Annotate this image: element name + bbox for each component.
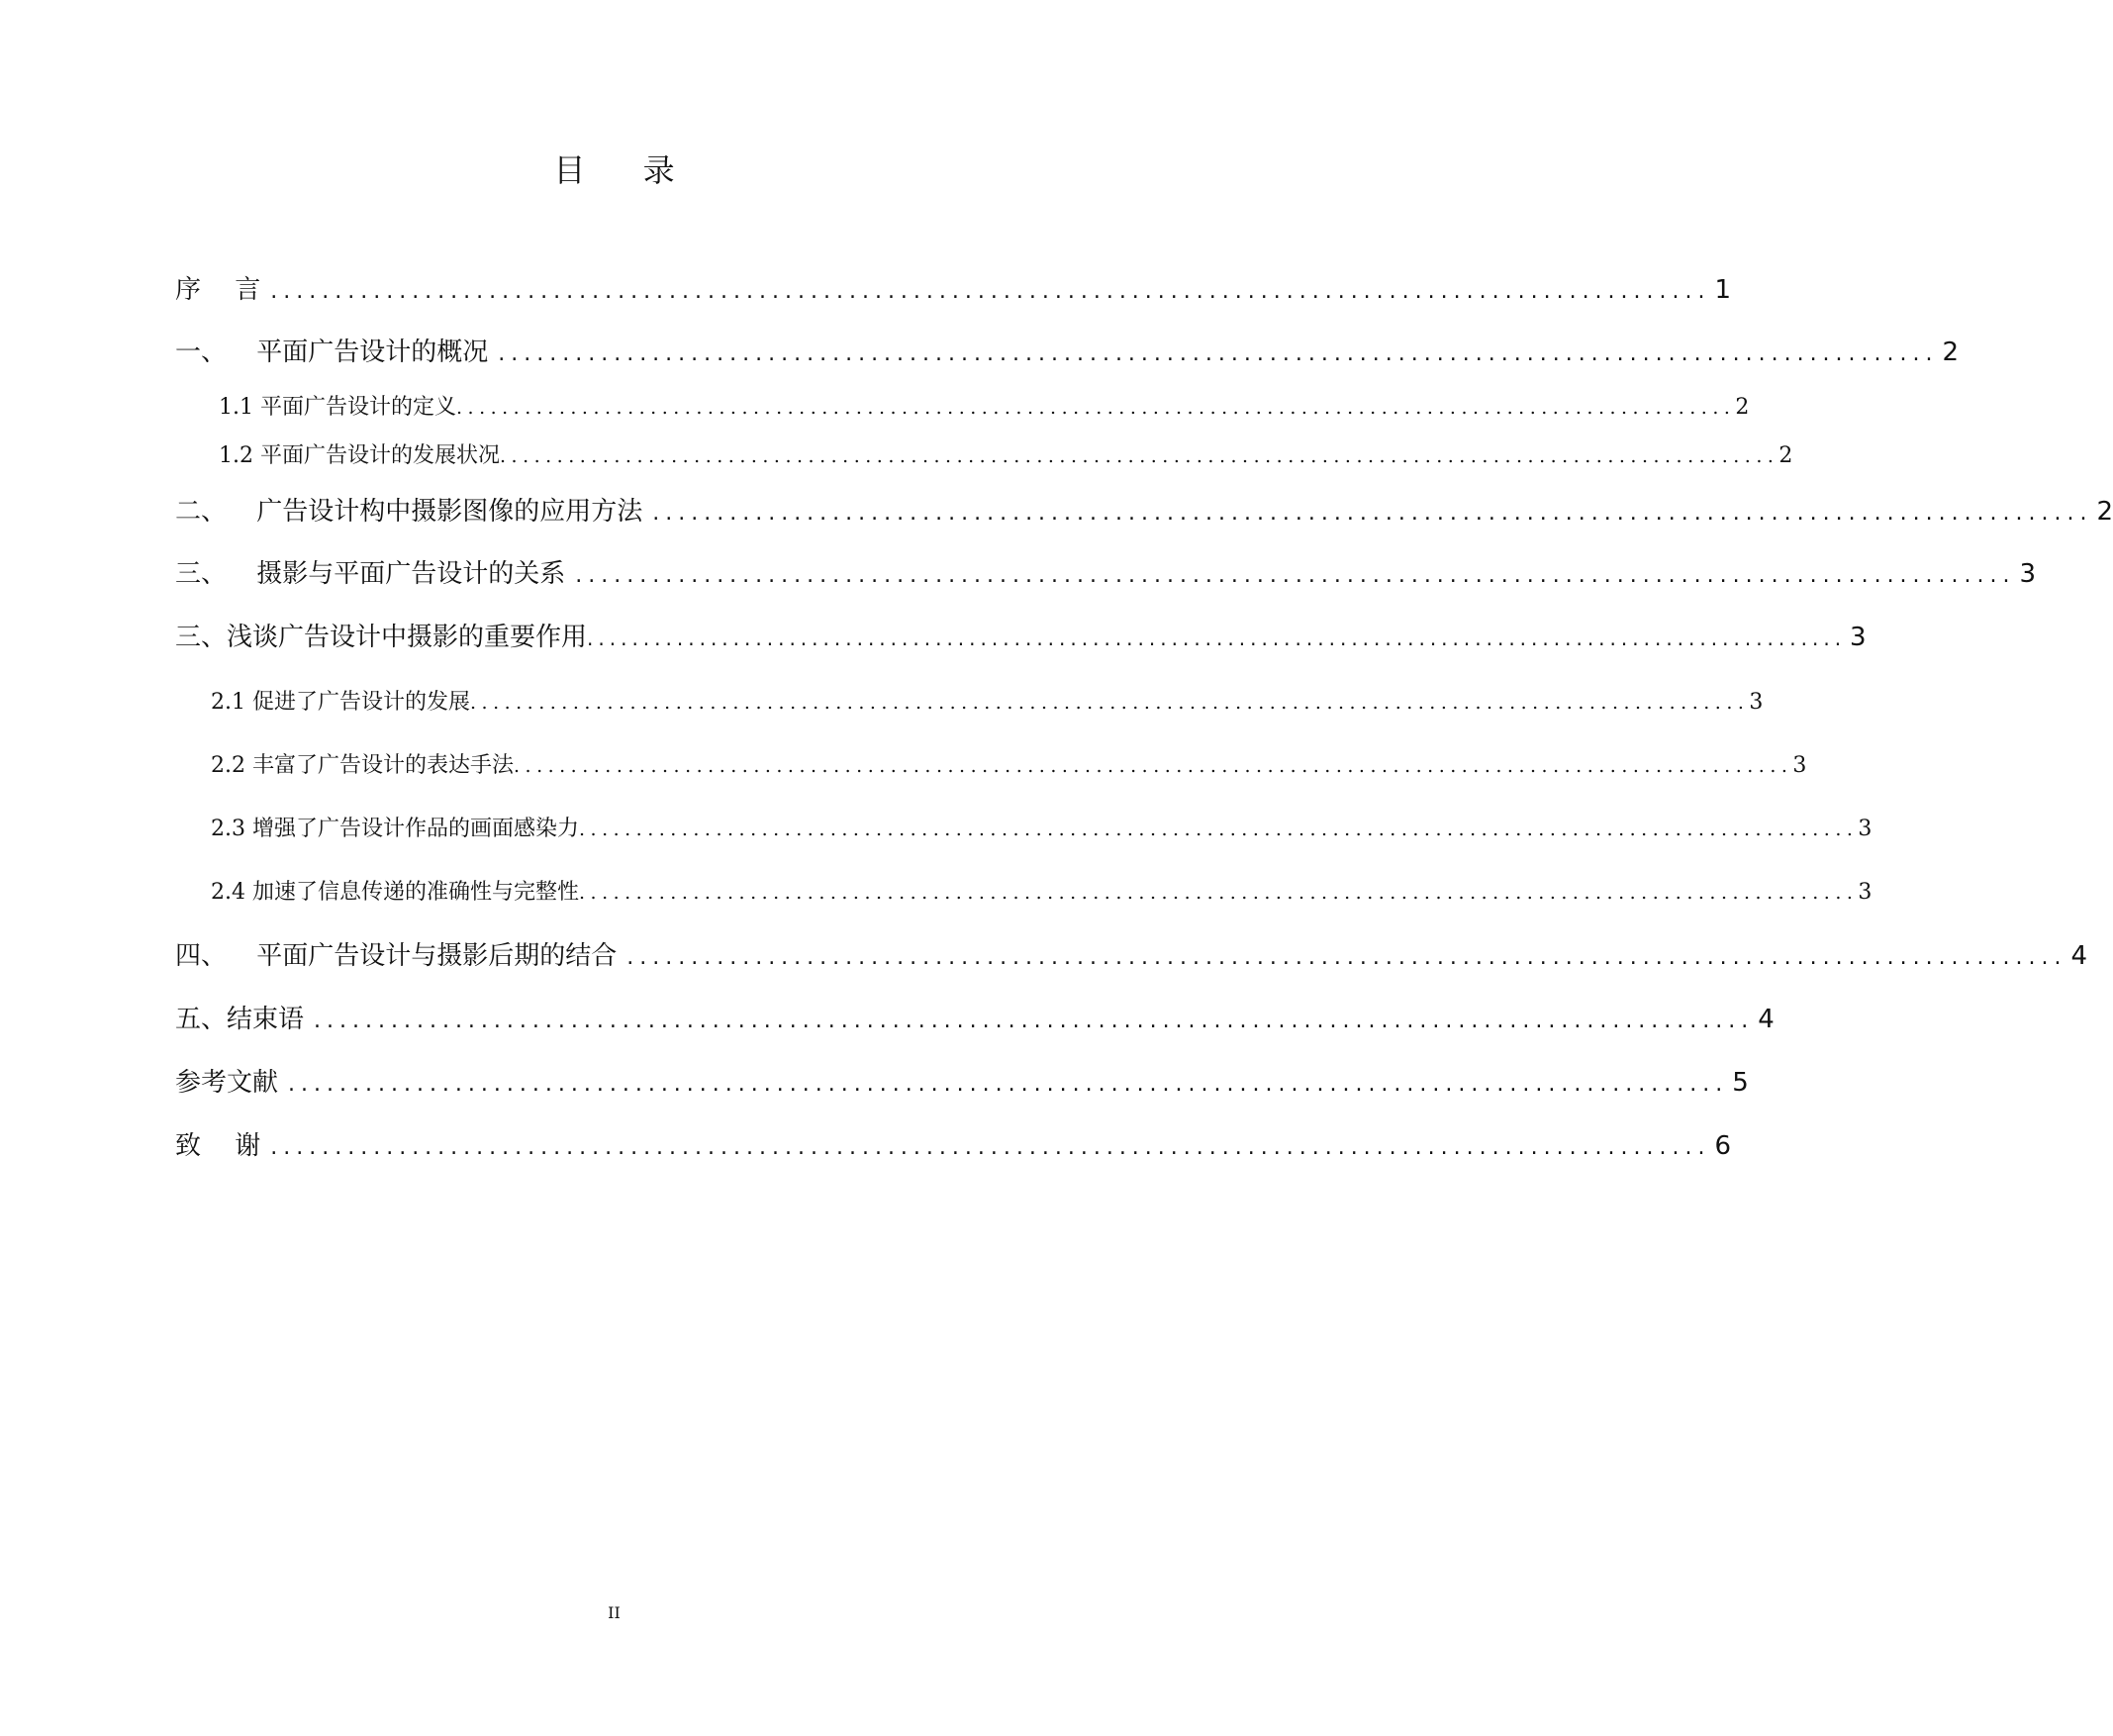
toc-entry-page: 3 xyxy=(2019,559,2037,589)
toc-entry-label: 2.4 加速了信息传递的准确性与完整性 xyxy=(211,880,579,905)
toc-entry-label: 参考文献 xyxy=(175,1068,279,1098)
toc-entry-chapter-3-importance[interactable] xyxy=(175,621,1867,654)
toc-entry-page: 6 xyxy=(1714,1131,1732,1161)
toc-dot-leader: ................................................................................................................ xyxy=(469,692,1750,714)
toc-entry-page: 2 xyxy=(1735,395,1750,420)
toc-entry-page: 1 xyxy=(1714,275,1732,305)
toc-entry-section-1-1[interactable] xyxy=(219,393,1750,423)
toc-entry-page: 2 xyxy=(1778,443,1793,468)
footer-page-number: II xyxy=(608,1603,621,1622)
toc-entry-page: 3 xyxy=(1858,880,1873,905)
toc-dot-leader: ................................................................................................................ xyxy=(578,882,1859,904)
toc-entry-chapter-2[interactable] xyxy=(175,495,2113,529)
toc-entry-label: 五、结束语 xyxy=(175,1005,305,1034)
toc-dot-leader: ................................................................................................................ xyxy=(575,563,2016,588)
toc-entry-section-2-3[interactable] xyxy=(211,815,1873,844)
toc-dot-leader: ................................................................................................................ xyxy=(314,1009,1755,1033)
toc-entry-label: 三、 摄影与平面广告设计的关系 xyxy=(175,559,566,589)
toc-dot-leader: ................................................................................................................ xyxy=(288,1072,1729,1097)
toc-entry-section-1-2[interactable] xyxy=(219,441,1793,471)
toc-entry-label: 一、 平面广告设计的概况 xyxy=(175,338,489,367)
toc-dot-leader: ................................................................................................................ xyxy=(498,341,1939,366)
toc-entry-label: 2.2 丰富了广告设计的表达手法 xyxy=(211,753,514,778)
toc-dot-leader: ................................................................................................................ xyxy=(626,945,2067,970)
toc-entry-page: 5 xyxy=(1732,1068,1749,1098)
toc-entry-page: 2 xyxy=(2096,497,2113,527)
toc-entry-label: 1.1 平面广告设计的定义 xyxy=(219,395,456,420)
toc-entry-chapter-1[interactable] xyxy=(175,336,1960,369)
toc-entry-section-2-1[interactable] xyxy=(211,688,1764,718)
toc-dot-leader: ................................................................................................................ xyxy=(499,445,1779,467)
toc-dot-leader: ................................................................................................................ xyxy=(270,279,1711,304)
toc-entry-acknowledgements[interactable] xyxy=(175,1129,1732,1163)
toc-entry-label: 四、 平面广告设计与摄影后期的结合 xyxy=(175,941,618,971)
toc-entry-page: 4 xyxy=(1758,1005,1775,1034)
toc-entry-chapter-3[interactable] xyxy=(175,557,2037,591)
toc-dot-leader: ................................................................................................................ xyxy=(652,501,2093,526)
toc-dot-leader: ................................................................................................................ xyxy=(587,627,1847,650)
toc-entry-label: 1.2 平面广告设计的发展状况 xyxy=(219,443,500,468)
toc-entry-page: 3 xyxy=(1858,817,1873,841)
toc-entry-label: 2.3 增强了广告设计作品的画面感染力 xyxy=(211,817,579,841)
toc-entry-page: 2 xyxy=(1942,338,1960,367)
toc-entry-page: 3 xyxy=(1749,690,1764,715)
toc-dot-leader: ................................................................................................................ xyxy=(578,819,1859,840)
toc-entry-section-2-2[interactable] xyxy=(211,751,1807,781)
toc-entry-chapter-5[interactable] xyxy=(175,1003,1775,1036)
toc-entry-label: 2.1 促进了广告设计的发展 xyxy=(211,690,470,715)
toc-dot-leader: ................................................................................................................ xyxy=(513,755,1793,777)
toc-dot-leader: ................................................................................................................ xyxy=(455,397,1736,419)
toc-entry-preface[interactable] xyxy=(175,273,1732,307)
toc-entry-section-2-4[interactable] xyxy=(211,878,1873,908)
toc-entry-label: 三、浅谈广告设计中摄影的重要作用 xyxy=(175,623,588,652)
page-title: 目 录 xyxy=(553,151,699,189)
toc-entry-label: 二、 广告设计构中摄影图像的应用方法 xyxy=(175,497,643,527)
toc-entry-page: 3 xyxy=(1792,753,1807,778)
toc-entry-label: 致 谢 xyxy=(175,1131,261,1161)
toc-dot-leader: ................................................................................................................ xyxy=(270,1135,1711,1160)
toc-entry-page: 3 xyxy=(1850,623,1867,652)
toc-entry-chapter-4[interactable] xyxy=(175,939,2088,973)
toc-entry-page: 4 xyxy=(2070,941,2088,971)
toc-entry-label: 序 言 xyxy=(175,275,261,305)
toc-entry-references[interactable] xyxy=(175,1066,1749,1100)
